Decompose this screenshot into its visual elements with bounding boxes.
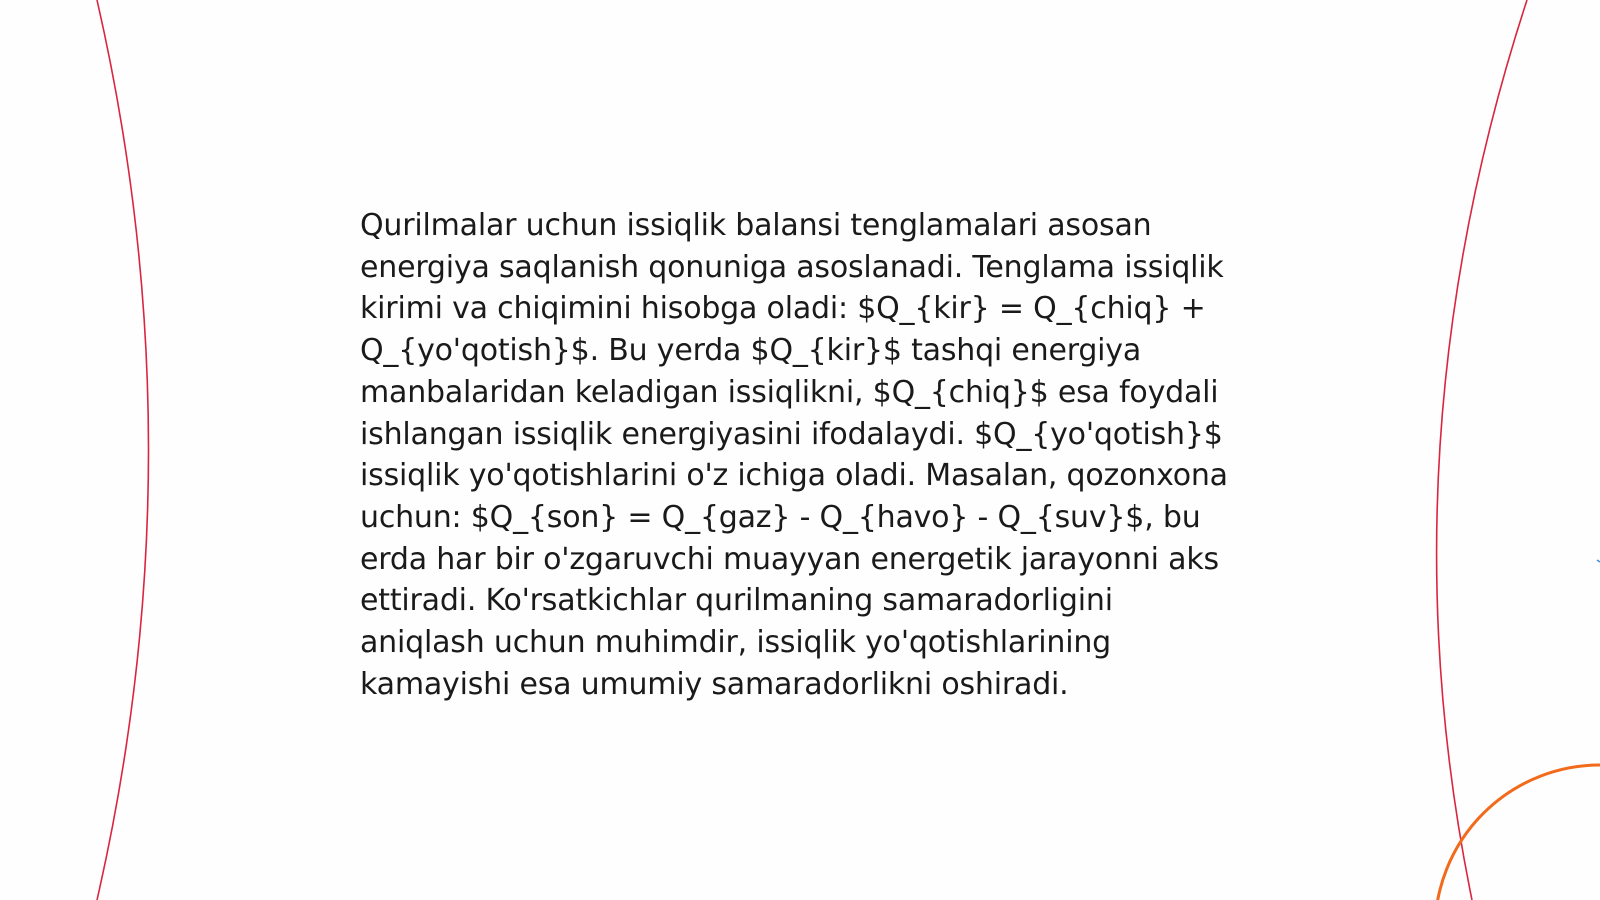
right-curve <box>1437 0 1527 900</box>
left-curve <box>97 0 149 900</box>
slide-body-text: Qurilmalar uchun issiqlik balansi tenglamalari asosan energiya saqlanish qonuniga asoslanadi. Tenglama issiqlik kirimi va chiqimini hisobga oladi: $Q_{kir} = Q_{chiq} + Q_{yo'qotish}$. Bu yerda $Q_{kir}$ tashqi energiya manbalaridan keladigan issiqlikni, $Q_{chiq}$ esa foydali ishlangan issiqlik energiyasini ifodalaydi. $Q_{yo'qotish}$ issiqlik yo'qotishlarini o'z ichiga oladi. Masalan, qozonxona uchun: $Q_{son} = Q_{gaz} - Q_{havo} - Q_{suv}$, bu erda har bir o'zgaruvchi muayyan energetik jarayonni aks ettiradi. Ko'rsatkichlar qurilmaning samaradorligini aniqlash uchun muhimdir, issiqlik yo'qotishlarining kamayishi esa umumiy samaradorlikni oshiradi. <box>360 208 1228 702</box>
